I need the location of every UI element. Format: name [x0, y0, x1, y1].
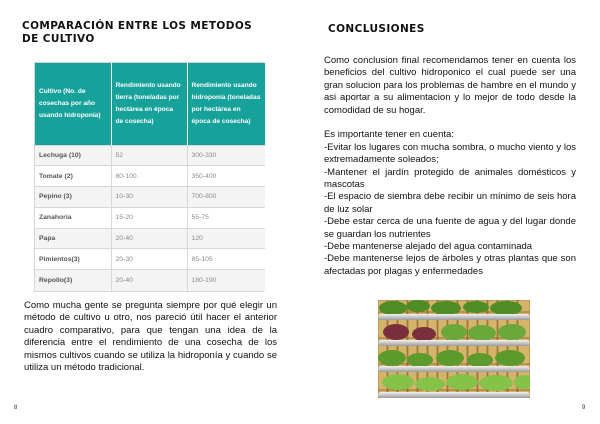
- table-row: [35, 249, 265, 270]
- crop-name-cell: Tomate (2): [35, 166, 111, 187]
- list-item: -Debe mantenerse lejos de árboles y otras plantas que son afectadas por plagas y enfermedades: [324, 253, 576, 277]
- table-row: [35, 166, 265, 187]
- crop-name-cell: Lechuga (10): [35, 145, 111, 166]
- hydro-yield-cell: 180-190: [187, 270, 265, 291]
- hydro-yield-cell: 700-800: [187, 187, 265, 208]
- table-row: [35, 145, 265, 166]
- crop-name-cell: Repollo(3): [35, 270, 111, 291]
- hydroponic-garden-photo: [378, 300, 530, 398]
- list-item: -Evitar los lugares con mucha sombra, o mucho viento y los extremadamente soleados;: [324, 141, 576, 166]
- table-row: [35, 187, 265, 208]
- soil-yield-cell: 20-40: [111, 270, 187, 291]
- recommendations-lead: Es importante tener en cuenta:: [324, 129, 454, 141]
- conclusion-intro-paragraph: Como conclusion final recomendamos tener en cuenta los beneficios del cultivo hidroponico el cual puede ser una gran solucion para los problemas de hambre en el mundo y asi aportar a su alimentacion y lo mejor de todo desde la comodidad de su hogar.: [324, 55, 576, 116]
- hydro-yield-cell: 120: [187, 228, 265, 249]
- table-row: [35, 270, 265, 291]
- crop-name-cell: Papa: [35, 228, 111, 249]
- table-row: [35, 207, 265, 228]
- list-item: -Debe estar cerca de una fuente de agua y del lugar donde se guardan los nutrientes: [324, 216, 576, 240]
- conclusions-body: [324, 55, 576, 278]
- soil-yield-cell: 20-30: [111, 249, 187, 270]
- page-number-left: 8: [14, 405, 18, 411]
- comparison-table: [34, 62, 264, 292]
- list-item: -Mantener el jardín protegido de animales domésticos y mascotas: [324, 166, 576, 191]
- soil-yield-cell: 15-20: [111, 207, 187, 228]
- soil-yield-cell: 80-100: [111, 166, 187, 187]
- list-item: -Debe mantenerse alejado del agua contaminada: [324, 241, 533, 253]
- table-header-cell: Cultivo (No. de cosechas por año usando hidroponía): [35, 63, 111, 145]
- table-header-cell: Rendimiento usando tierra (toneladas por hectárea en época de cosecha): [111, 63, 187, 145]
- page-number-right: 9: [582, 405, 586, 411]
- soil-yield-cell: 52: [111, 145, 187, 166]
- crop-name-cell: Zanahoria: [35, 207, 111, 228]
- section-heading-comparison: COMPARACIÓN ENTRE LOS METODOS DE CULTIVO: [22, 20, 253, 45]
- crop-name-cell: Pepino (3): [35, 187, 111, 208]
- list-item: -El espacio de siembra debe recibir un mínimo de seis hora de luz solar: [324, 191, 576, 215]
- hydro-yield-cell: 300-330: [187, 145, 265, 166]
- table-header-row: [35, 63, 265, 145]
- table-header-cell: Rendimiento usando hidroponía (toneladas por hectárea en época de cosecha): [187, 63, 265, 145]
- hydro-yield-cell: 85-105: [187, 249, 265, 270]
- hydro-yield-cell: 55-75: [187, 207, 265, 228]
- section-heading-conclusions: CONCLUSIONES: [328, 23, 425, 35]
- soil-yield-cell: 10-30: [111, 187, 187, 208]
- soil-yield-cell: 20-40: [111, 228, 187, 249]
- crop-name-cell: Pimientos(3): [35, 249, 111, 270]
- table-row: [35, 228, 265, 249]
- hydro-yield-cell: 350-400: [187, 166, 265, 187]
- comparison-explanation-paragraph: Como mucha gente se pregunta siempre por qué elegir un método de cultivo u otro, nos pareció útil hacer el anterior cuadro comparativo, para que tengan una idea de la diferencia entre el rendimiento de una cosecha de los mismos cultivos cuando se utiliza la hidroponía y cuando se utiliza un método tradicional.: [24, 300, 277, 374]
